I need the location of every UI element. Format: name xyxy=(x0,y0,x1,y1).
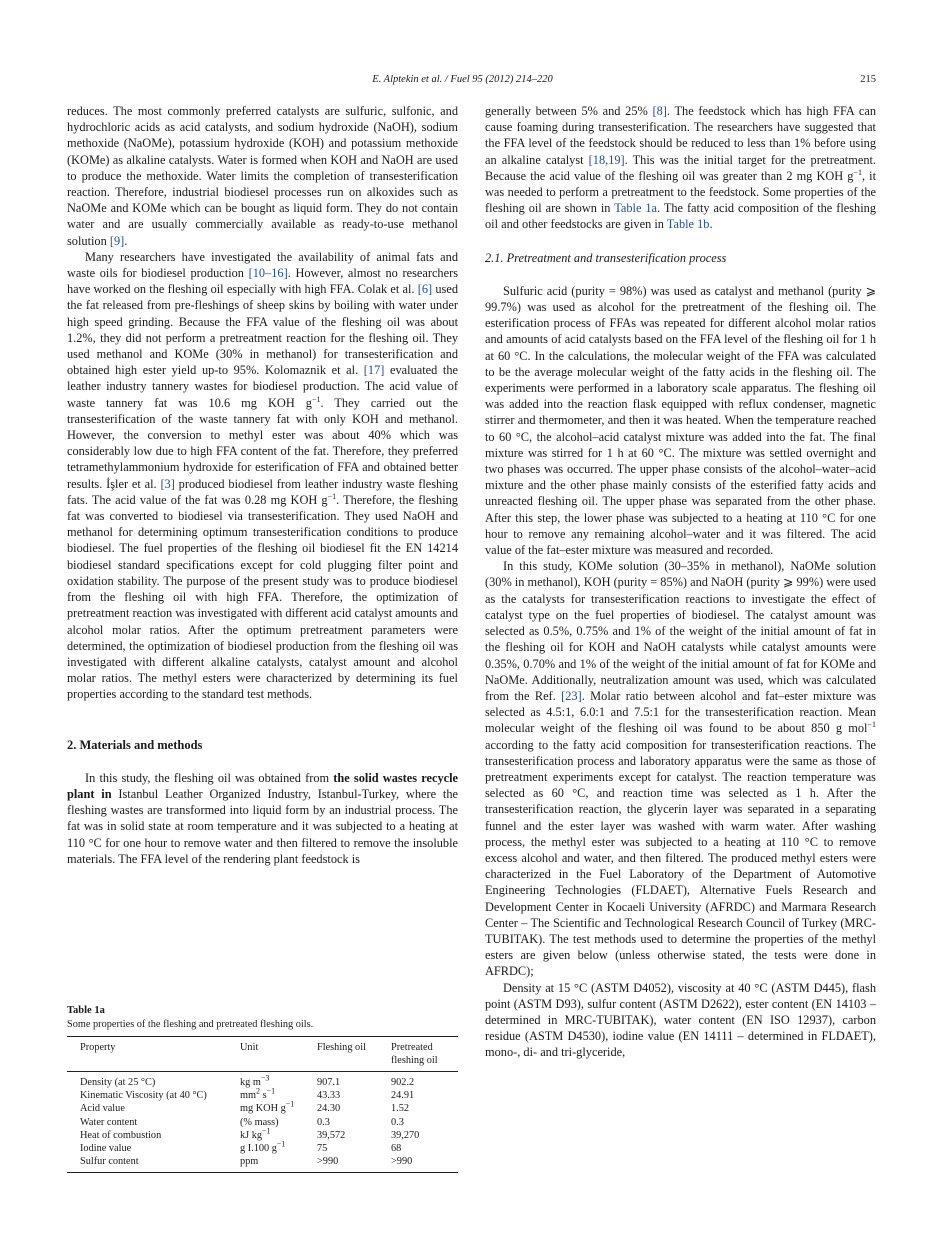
table-caption: Some properties of the fleshing and pretreated fleshing oils. xyxy=(67,1019,314,1030)
journal-reference: E. Alptekin et al. / Fuel 95 (2012) 214–220 xyxy=(372,74,553,85)
column-header: Unit xyxy=(240,1037,317,1072)
page-number: 215 xyxy=(860,74,876,85)
citation-link[interactable]: [6] xyxy=(417,282,433,297)
table-row: Acid value mg KOH $g^{-1}$ 24.30 1.52 xyxy=(80,1099,410,1115)
paragraph: In this study, KOMe solution (30–35% in methanol), NaOMe solution (30% in methanol), KOH (purity = 85%) and NaOH (purity ⩾ 99%) were used as the catalysts for transesterification reactions to investigate the effect of catalyst type on the fuel properties of biodiesel. The catalyst amount was selected as 0.5%, 0.75% and 1% of the weight of the initial amount of fat in the fleshing oil for KOH and NaOH catalysts while catalyst amounts were 0.35%, 0.70% and 1% of the weight of the initial amount of fat for KOMe and NaOMe. Additionally, neutralization amount was used, which was calculated from the Ref. [23]. Molar ratio between alcohol and fat–ester mixture was selected as 4.5:1, 6.0:1 and 7.5:1 for the transesterification reaction. Mean molecular weight of the fleshing oil was found to be about 850 g mol$^{-1}$ according to the fatty acid composition for transesterification reactions. The transesterification process and laboratory apparatus were the same as those of pretreatment experiments except for catalyst. The reaction temperature was selected as 60 °C, and reaction time was selected as 1 h. After the transesterification reaction, the glycerin layer was separated in a separating funnel and the ester layer was washed with warm water. After washing process, the methyl ester was subjected to a heating at 110 °C to remove excess alcohol and water, and then filtered. The produced methyl esters were characterized in the Fuel Laboratory of the Department of Automotive Engineering Technologies (FLDAET), Alternative Fuels Research and Development Center in Kocaeli University (AFRDC) and Marmara Research Center – The Scientific and Technological Research Council of Turkey (MRC-TUBITAK). The test methods used to determine the properties of the methyl esters are given below (unless otherwise stated, the tests were done in AFRDC); xyxy=(485,559,877,979)
citation-link[interactable]: [17] xyxy=(363,363,385,378)
table-row: Iodine value g I.100 $g^{-1}$ 75 68 xyxy=(80,1139,402,1155)
citation-link[interactable]: [8] xyxy=(652,104,667,118)
table-row: Density (at 25 °C) kg $m^{-3}$ 907.1 902.2 xyxy=(80,1073,415,1088)
properties-table xyxy=(67,1036,458,1173)
column-header: Property xyxy=(67,1037,240,1072)
citation-link[interactable]: [3] xyxy=(160,476,175,491)
paragraph: Sulfuric acid (purity = 98%) was used as catalyst and methanol (purity ⩾ 99.7%) was used as alcohol for the pretreatment of the fleshing oil. The esterification process of FFAs was repeated for different alcohol molar ratios and amounts of acid catalysts based on the FFA level of the fleshing oil for 1 h at 60 °C. In the calculations, the molecular weight of the FFA was calculated to be the average molecular weight of the fatty acids in the fleshing oil. The experiments were performed in a laboratory scale apparatus. The fleshing oil was added into the reaction flask equipped with reflux condenser, magnetic stirrer and thermometer, and then it was heated. When the temperature reached to 60 °C, the alcohol–acid catalyst mixture was added into the fat. The final mixture was stirred for 1 h at 60 °C. The mixture was settled overnight and two phases was occurred. The upper phase consists of the alcohol–water–acid mixture and the other phase mainly consists of the esterified fatty acids and unreacted fleshing oil. The upper phase was separated from the other phase. After this step, the lower phase was subjected to a heating at 110 °C for one hour to remove any remaining alcohol–water and it was filtered. The acid value of the fat–ester mixture was measured and recorded. xyxy=(485,283,876,558)
right-column xyxy=(485,103,876,1061)
citation-link[interactable]: [9] xyxy=(109,233,125,248)
paragraph: Many researchers have investigated the availability of animal fats and waste oils for biodiesel production [10–16]. However, almost no researchers have worked on the fleshing oil especially with high FFA. Colak et al. [6] used the fat released from pre-fleshings of sheep skins by boiling with water under high speed grinding. Because the FFA value of the fleshing oil was about 1.2%, they did not perform a pretreatment reaction for the fleshing oil. They used methanol and KOMe (30% in methanol) for transesterification and obtained high ester yield up-to 95%. Kolomaznik et al. [17] evaluated the leather industry tannery wastes for biodiesel production. The acid value of waste tannery fat was 10.6 mg KOH $g^{-1}$. They carried out the transesterification of the waste tannery fat with only KOH and methanol. However, the conversion to methyl ester was about 40% which was considerably low due to high FFA content of the fat. Therefore, they preferred tetramethylammonium hydroxide for esterification of FFA and obtained better results. İşler et al. [3] produced biodiesel from leather industry waste fleshing fats. The acid value of the fat was 0.28 mg KOH $g^{-1}$. Therefore, the fleshing fat was converted to biodiesel via transesterification. They used NaOH and methanol for determining optimum transesterification conditions to produce biodiesel. The fuel properties of the fleshing oil biodiesel fit the EN 14214 biodiesel standard specifications except for cold plugging filter point and oxidation stability. The purpose of the present study was to produce biodiesel from the fleshing oil with high FFA. Therefore, the optimization of pretreatment reaction was investigated with different acid catalyst amounts and alcohol molar ratios. After the optimum pretreatment parameters were determined, the optimization of biodiesel production from the fleshing oil was investigated with different alkaline catalysts, catalyst amount and alcohol molar ratios. The methyl esters were characterized by determining its fuel properties according to the standard test methods. xyxy=(67,249,458,702)
table-header-row xyxy=(67,1037,458,1072)
column-header: Pretreated fleshing oil xyxy=(391,1037,458,1072)
table-row: Water content (% mass) 0.3 0.3 xyxy=(80,1116,404,1128)
table-link[interactable]: Table 1b xyxy=(666,217,710,232)
table-row: Kinematic Viscosity (at 40 °C) $mm^2$ $s^{-1}$ 43.33 24.91 xyxy=(80,1086,415,1102)
table-link[interactable]: Table 1a xyxy=(614,201,658,216)
citation-link[interactable]: [23] xyxy=(561,688,582,703)
citation-link[interactable]: [10–16] xyxy=(248,266,288,281)
table-row: Sulfur content ppm >990 >990 xyxy=(67,1155,458,1173)
section-heading: 2. Materials and methods xyxy=(67,737,203,752)
subsection-heading: 2.1. Pretreatment and transesterification process xyxy=(485,250,727,265)
left-column xyxy=(67,103,458,867)
paragraph: In this study, the fleshing oil was obtained from the solid wastes recycle plant in Istanbul Leather Organized Industry, Istanbul-Turkey, where the fleshing wastes are transformed into liquid form by an industrial process. The fat was in solid state at room temperature and it was subjected to a heating at 110 °C for one hour to remove water and then filtered to remove the insoluble materials. The FFA level of the rendering plant feedstock is xyxy=(67,770,459,866)
table-1a xyxy=(67,1004,458,1173)
table-label: Table 1a xyxy=(67,1005,105,1016)
table-row: Heat of combustion kJ $kg^{-1}$ 39,572 39,270 xyxy=(80,1126,420,1141)
column-header: Fleshing oil xyxy=(317,1037,391,1072)
citation-link[interactable]: [18,19] xyxy=(588,152,625,167)
paragraph: Density at 15 °C (ASTM D4052), viscosity at 40 °C (ASTM D445), flash point (ASTM D93), sulfur content (ASTM D2622), ester content (EN 14103 – determined in MRC-TUBITAK), water content (EN ISO 12937), carbon residue (ASTM D4530), iodine value (EN 14111 – determined in FLDAET), mono-, di- and tri-glyceride, xyxy=(485,980,876,1060)
paragraph: reduces. The most commonly preferred catalysts are sulfuric, sulfonic, and hydrochloric acids as acid catalysts, and sodium hydroxide (NaOH), sodium methoxide (NaOMe), potassium hydroxide (KOH) and potassium methoxide (KOMe) as alkaline catalysts. Water is formed when KOH and NaOH are used to produce the methoxide. Water limits the completion of transesterification reaction. Therefore, industrial biodiesel processes run on alkoxides such as NaOMe and KOMe which can be bought as liquid form. They do not contain water and are usually commercially available as ready-to-use methanol solution [9]. xyxy=(67,104,458,248)
running-header xyxy=(0,74,925,90)
paragraph: generally between 5% and 25% [8]. The feedstock which has high FFA can cause foaming during transesterification. The researchers have suggested that the FFA level of the feedstock should be reduced to less than 1% before using an alkaline catalyst [18,19]. This was the initial target for the pretreatment. Because the acid value of the fleshing oil was greater than 2 mg KOH $g^{-1}$, it was needed to perform a pretreatment to the feedstock. Some properties of the fleshing oil are shown in Table 1a. The fatty acid composition of the fleshing oil and other feedstocks are given in Table 1b. xyxy=(485,104,877,232)
